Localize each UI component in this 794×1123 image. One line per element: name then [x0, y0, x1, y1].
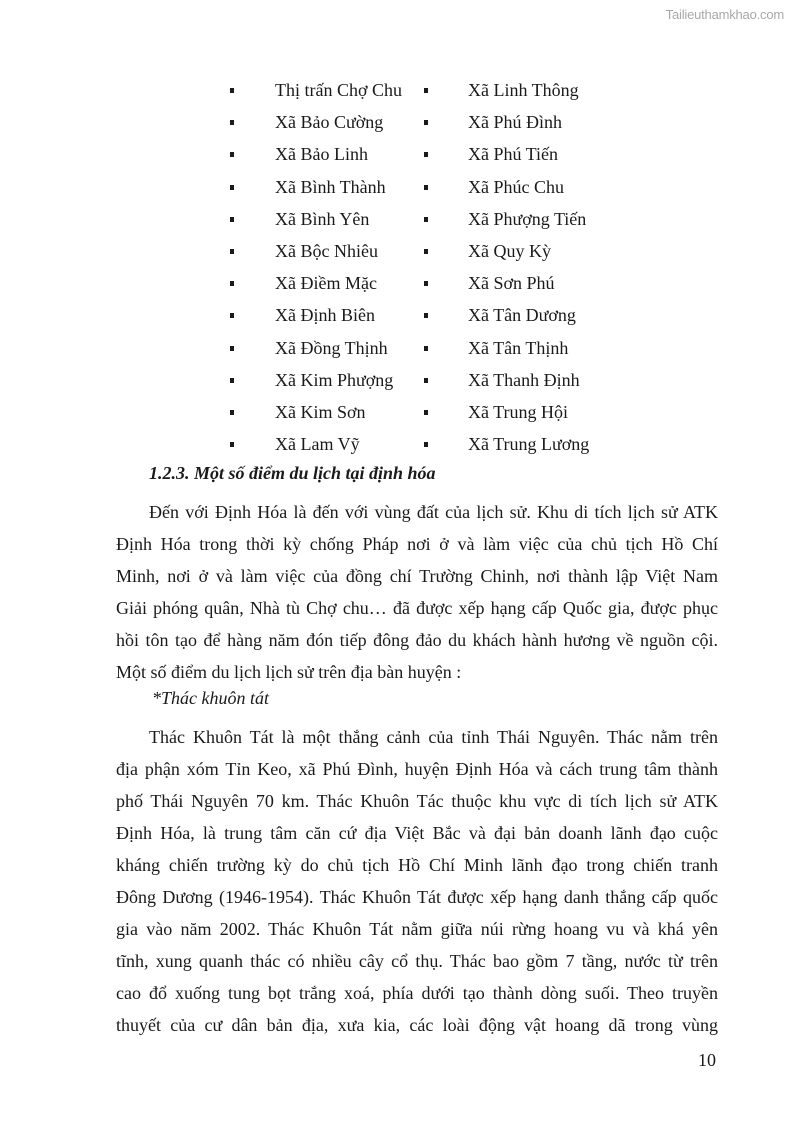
list-row: [0, 267, 794, 299]
square-bullet-icon: [230, 217, 234, 222]
commune-list: [0, 74, 794, 460]
list-item: Thị trấn Chợ Chu: [275, 80, 403, 100]
square-bullet-icon: [230, 185, 234, 190]
paragraph-line: hồi tôn tạo để hàng năm đón tiếp đông đảo du khách hành hương về nguồn cội.: [116, 630, 718, 650]
list-item: Xã Đồng Thịnh: [275, 337, 388, 358]
square-bullet-icon: [230, 442, 234, 447]
list-row: [0, 138, 794, 170]
list-item: Xã Phú Tiến: [468, 144, 559, 165]
paragraph-line: Giải phóng quân, Nhà tù Chợ chu… đã được xếp hạng cấp Quốc gia, được phục: [116, 598, 718, 618]
subsection-heading: *Thác khuôn tát: [152, 688, 269, 708]
list-row: [0, 106, 794, 138]
list-row: [0, 428, 794, 460]
paragraph-line: địa phận xóm Tỉn Keo, xã Phú Đình, huyện Định Hóa và cách trung tâm thành: [116, 759, 718, 779]
paragraph-line: Thác Khuôn Tát là một thắng cảnh của tỉnh Thái Nguyên. Thác nằm trên: [149, 727, 718, 747]
list-item: Xã Kim Phượng: [275, 369, 394, 390]
paragraph-line: phố Thái Nguyên 70 km. Thác Khuôn Tác thuộc khu vực di tích lịch sử ATK: [116, 791, 718, 811]
paragraph-line: Đến với Định Hóa là đến với vùng đất của lịch sử. Khu di tích lịch sử ATK: [149, 502, 718, 522]
square-bullet-icon: [424, 346, 428, 351]
square-bullet-icon: [230, 346, 234, 351]
square-bullet-icon: [230, 410, 234, 415]
list-item: Xã Phú Đình: [468, 112, 562, 133]
square-bullet-icon: [230, 249, 234, 254]
list-item: Xã Quy Kỳ: [468, 240, 551, 261]
list-item: Xã Lam Vỹ: [275, 434, 360, 455]
square-bullet-icon: [424, 281, 428, 286]
list-item: Xã Bình Thành: [275, 176, 386, 197]
square-bullet-icon: [230, 313, 234, 318]
paragraph-line: Một số điểm du lịch lịch sử trên địa bàn huyện :: [116, 662, 462, 682]
square-bullet-icon: [424, 442, 428, 447]
list-row: [0, 364, 794, 396]
intro-paragraph: [116, 496, 718, 688]
paragraph-line: Định Hóa, là trung tâm căn cứ địa Việt Bắc và đại bản doanh lãnh đạo cuộc: [116, 823, 718, 843]
square-bullet-icon: [230, 120, 234, 125]
list-item: Xã Phúc Chu: [468, 176, 564, 197]
list-item: Xã Thanh Định: [468, 369, 580, 390]
list-item: Xã Sơn Phú: [468, 273, 555, 294]
list-row: [0, 396, 794, 428]
body-paragraph: [116, 721, 718, 1041]
list-item: Xã Phượng Tiến: [468, 208, 587, 229]
list-item: Xã Bảo Linh: [275, 144, 368, 165]
watermark: Tailieuthamkhao.com: [665, 7, 784, 22]
square-bullet-icon: [424, 410, 428, 415]
square-bullet-icon: [230, 152, 234, 157]
list-item: Xã Điềm Mặc: [275, 273, 377, 294]
list-item: Xã Linh Thông: [468, 80, 579, 100]
list-item: Xã Trung Lương: [468, 434, 590, 455]
square-bullet-icon: [230, 88, 234, 93]
paragraph-line: Minh, nơi ở và làm việc của đồng chí Trường Chinh, nơi thành lập Việt Nam: [116, 566, 718, 586]
square-bullet-icon: [230, 281, 234, 286]
paragraph-line: thuyết của cư dân bản địa, xưa kia, các loài động vật hoang dã trong vùng: [116, 1015, 718, 1035]
paragraph-line: Định Hóa trong thời kỳ chống Pháp nơi ở và làm việc của chủ tịch Hồ Chí: [116, 534, 718, 554]
square-bullet-icon: [424, 313, 428, 318]
square-bullet-icon: [424, 152, 428, 157]
square-bullet-icon: [424, 88, 428, 93]
list-item: Xã Tân Thịnh: [468, 337, 569, 358]
list-item: Xã Trung Hội: [468, 401, 569, 422]
section-heading: 1.2.3. Một số điểm du lịch tại định hóa: [149, 463, 436, 483]
list-item: Xã Tân Dương: [468, 305, 576, 326]
square-bullet-icon: [424, 378, 428, 383]
list-row: [0, 332, 794, 364]
square-bullet-icon: [424, 217, 428, 222]
list-item: Xã Bộc Nhiêu: [275, 240, 378, 261]
paragraph-line: Đông Dương (1946-1954). Thác Khuôn Tát được xếp hạng danh thắng cấp quốc: [116, 887, 718, 907]
paragraph-line: gia vào năm 2002. Thác Khuôn Tát nằm giữa núi rừng hoang vu và khá yên: [116, 919, 718, 939]
square-bullet-icon: [424, 120, 428, 125]
list-item: Xã Bình Yên: [275, 208, 370, 229]
list-row: [0, 74, 794, 106]
list-item: Xã Định Biên: [275, 305, 375, 326]
paragraph-line: tĩnh, xung quanh thác có nhiều cây cổ thụ. Thác bao gồm 7 tầng, nước từ trên: [116, 951, 718, 971]
page-number: 10: [698, 1050, 716, 1070]
square-bullet-icon: [424, 249, 428, 254]
paragraph-line: cao đổ xuống tung bọt trắng xoá, phía dưới tạo thành dòng suối. Theo truyền: [116, 983, 718, 1003]
paragraph-line: kháng chiến trường kỳ do chủ tịch Hồ Chí Minh lãnh đạo trong chiến tranh: [116, 855, 718, 875]
square-bullet-icon: [424, 185, 428, 190]
list-item: Xã Bảo Cường: [275, 112, 384, 133]
list-item: Xã Kim Sơn: [275, 401, 366, 422]
square-bullet-icon: [230, 378, 234, 383]
list-row: [0, 299, 794, 331]
list-row: [0, 235, 794, 267]
list-row: [0, 203, 794, 235]
list-row: [0, 171, 794, 203]
